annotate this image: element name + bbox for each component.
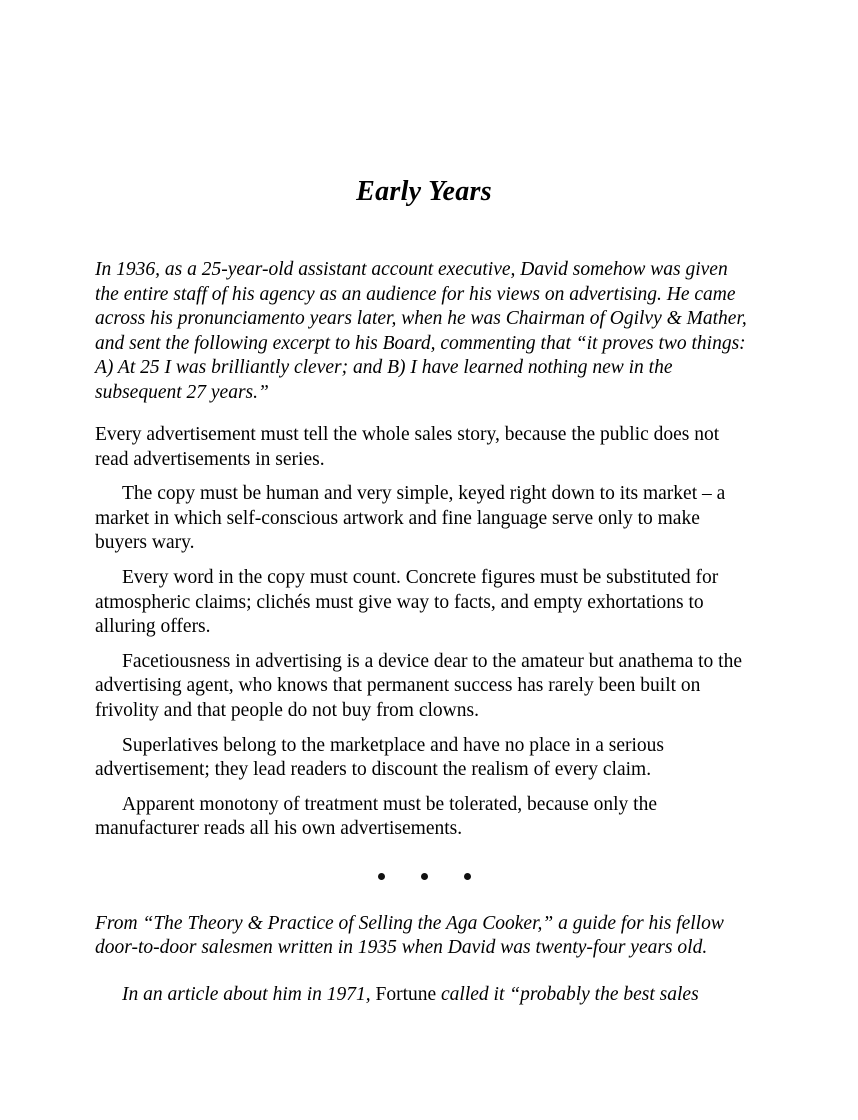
bullet-dot-icon <box>464 873 471 880</box>
body-paragraph: Superlatives belong to the marketplace and have no place in a serious advertisement; they lead readers to discount the realism of every claim. <box>95 734 665 781</box>
body-paragraph: Every advertisement must tell the whole sales story, because the public does not read advertisements in series. <box>95 424 720 470</box>
section-separator <box>95 842 753 890</box>
body-paragraph: Every word in the copy must count. Concrete figures must be substituted for atmospheric claims; clichés must give way to facts, and empty exhortations to alluring offers. <box>95 566 719 638</box>
body-paragraph: The copy must be human and very simple, keyed right down to its market – a market in which self-conscious artwork and fine language serve only to make buyers wary. <box>95 483 726 554</box>
bullet-dot-icon <box>421 873 428 880</box>
page-content <box>95 0 753 1007</box>
page-title: Early Years <box>356 176 492 207</box>
article-italic-lead: In an article about him in 1971, <box>122 983 371 1005</box>
body-paragraph: Apparent monotony of treatment must be tolerated, because only the manufacturer reads all his own advertisements. <box>95 793 658 840</box>
intro-note-paragraph: In 1936, as a 25-year-old assistant account executive, David somehow was given the entire staff of his agency as an audience for his views on advertising. He came across his pronunciamento years later, when he was Chairman of Ogilvy & Mather, and sent the following excerpt to his Board, commenting that “it proves two things: A) At 25 I was brilliantly clever; and B) I have learned nothing new in the subsequent 27 years.” <box>95 259 747 403</box>
article-reference-paragraph <box>95 961 753 1008</box>
article-italic-tail: called it “probably the best sales <box>441 983 699 1005</box>
source-attribution-paragraph: From “The Theory & Practice of Selling the Aga Cooker,” a guide for his fellow door-to-door salesmen written in 1935 when David was twenty-four years old. <box>95 912 724 959</box>
body-paragraph: Facetiousness in advertising is a device dear to the amateur but anathema to the advertising agent, who knows that permanent success has rarely been built on frivolity and that people do not buy from clowns. <box>95 650 743 721</box>
publication-name: Fortune <box>375 983 437 1005</box>
bullet-dot-icon <box>378 873 385 880</box>
